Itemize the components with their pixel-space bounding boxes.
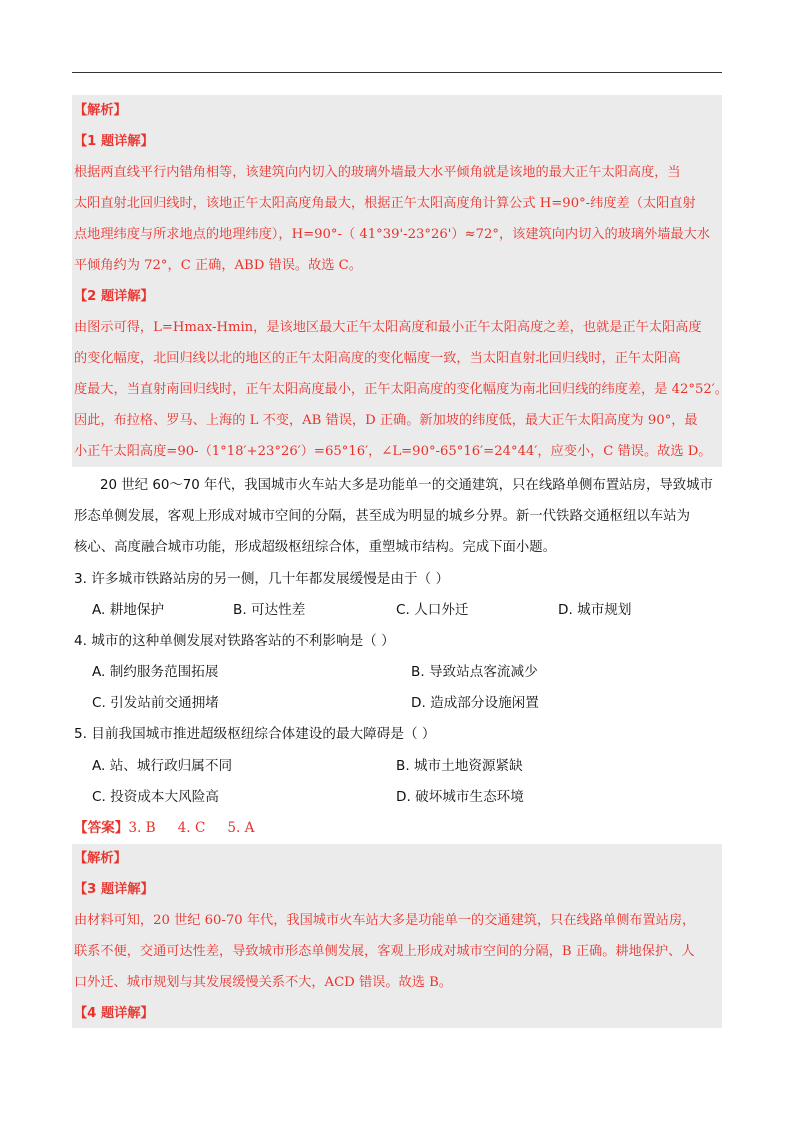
q1-detail-line: 太阳直射北回归线时，该地正午太阳高度角最大，根据正午太阳高度角计算公式 H=90°-纬度差（太阳直射 xyxy=(74,196,696,211)
q2-detail-line: 小正午太阳高度=90-（1°18′+23°26′）=65°16′，∠L=90°-65°16′=24°44′，应变小，C 错误。故选 D。 xyxy=(74,444,712,459)
question-3-option-b: B. 可达性差 xyxy=(233,602,306,618)
question-3-option-c: C. 人口外迁 xyxy=(396,602,469,618)
question-3-stem: 3. 许多城市铁路站房的另一侧，几十年都发展缓慢是由于（ ） xyxy=(74,571,450,587)
q2-detail-label: 【2 题详解】 xyxy=(74,289,154,304)
q2-detail-line: 因此，布拉格、罗马、上海的 L 不变，AB 错误，D 正确。新加坡的纬度低，最大正午太阳高度为 90°，最 xyxy=(74,413,698,428)
analysis-label: 【解析】 xyxy=(74,103,127,118)
question-3-option-d: D. 城市规划 xyxy=(558,602,632,618)
question-4-option-d: D. 造成部分设施闲置 xyxy=(411,695,539,711)
q1-detail-label: 【1 题详解】 xyxy=(74,134,154,149)
q1-detail-line: 根据两直线平行内错角相等，该建筑向内切入的玻璃外墙最大水平倾角就是该地的最大正午太阳高度，当 xyxy=(74,165,681,180)
q2-detail-line: 的变化幅度，北回归线以北的地区的正午太阳高度的变化幅度一致，当太阳直射北回归线时，正午太阳高 xyxy=(74,351,681,366)
question-4-option-b: B. 导致站点客流减少 xyxy=(411,664,538,680)
answer-value: 4. C xyxy=(177,820,206,836)
question-4-stem: 4. 城市的这种单侧发展对铁路客站的不利影响是（ ） xyxy=(74,633,395,649)
question-4-option-c: C. 引发站前交通拥堵 xyxy=(92,695,219,711)
question-5-option-a: A. 站、城行政归属不同 xyxy=(92,758,233,774)
question-5-option-b: B. 城市土地资源紧缺 xyxy=(396,758,523,774)
answer-value: 5. A xyxy=(227,820,255,836)
answer-line xyxy=(74,818,276,838)
question-3-option-a: A. 耕地保护 xyxy=(92,602,165,618)
q3-detail-line: 由材料可知，20 世纪 60-70 年代，我国城市火车站大多是功能单一的交通建筑，只在线路单侧布置站房， xyxy=(74,913,696,928)
passage-line: 核心、高度融合城市功能，形成超级枢纽综合体，重塑城市结构。完成下面小题。 xyxy=(74,540,557,555)
question-5-option-d: D. 破坏城市生态环境 xyxy=(396,789,524,805)
answer-label: 【答案】 xyxy=(74,820,129,836)
q2-detail-line: 度最大，当直射南回归线时，正午太阳高度最小，正午太阳高度的变化幅度为南北回归线的纬度差，是 42°52′。 xyxy=(74,382,728,397)
q3-detail-line: 口外迁、城市规划与其发展缓慢关系不大，ACD 错误。故选 B。 xyxy=(74,975,452,990)
answer-value: 3. B xyxy=(128,820,156,836)
passage-line: 20 世纪 60～70 年代，我国城市火车站大多是功能单一的交通建筑，只在线路单侧布置站房，导致城市 xyxy=(100,478,713,493)
passage-line: 形态单侧发展，客观上形成对城市空间的分隔，甚至成为明显的城乡分界。新一代铁路交通枢纽以车站为 xyxy=(74,509,690,524)
question-5-stem: 5. 目前我国城市推进超级枢纽综合体建设的最大障碍是（ ） xyxy=(74,726,436,742)
question-4-option-a: A. 制约服务范围拓展 xyxy=(92,664,219,680)
q1-detail-line: 点地理纬度与所求地点的地理纬度），H=90°-（ 41°39'-23°26'）≈72°，该建筑向内切入的玻璃外墙最大水 xyxy=(74,227,710,242)
q3-detail-line: 联系不便，交通可达性差，导致城市形态单侧发展，客观上形成对城市空间的分隔，B 正确。耕地保护、人 xyxy=(74,944,695,959)
question-5-option-c: C. 投资成本大风险高 xyxy=(92,789,219,805)
header-rule xyxy=(72,72,722,73)
analysis-block-2 xyxy=(72,844,722,1028)
q2-detail-line: 由图示可得，L=Hmax-Hmin，是该地区最大正午太阳高度和最小正午太阳高度之差，也就是正午太阳高度 xyxy=(74,320,702,335)
q4-detail-label: 【4 题详解】 xyxy=(74,1006,154,1021)
analysis-label: 【解析】 xyxy=(74,851,127,866)
q3-detail-label: 【3 题详解】 xyxy=(74,882,154,897)
q1-detail-line: 平倾角约为 72°，C 正确，ABD 错误。故选 C。 xyxy=(74,258,362,273)
